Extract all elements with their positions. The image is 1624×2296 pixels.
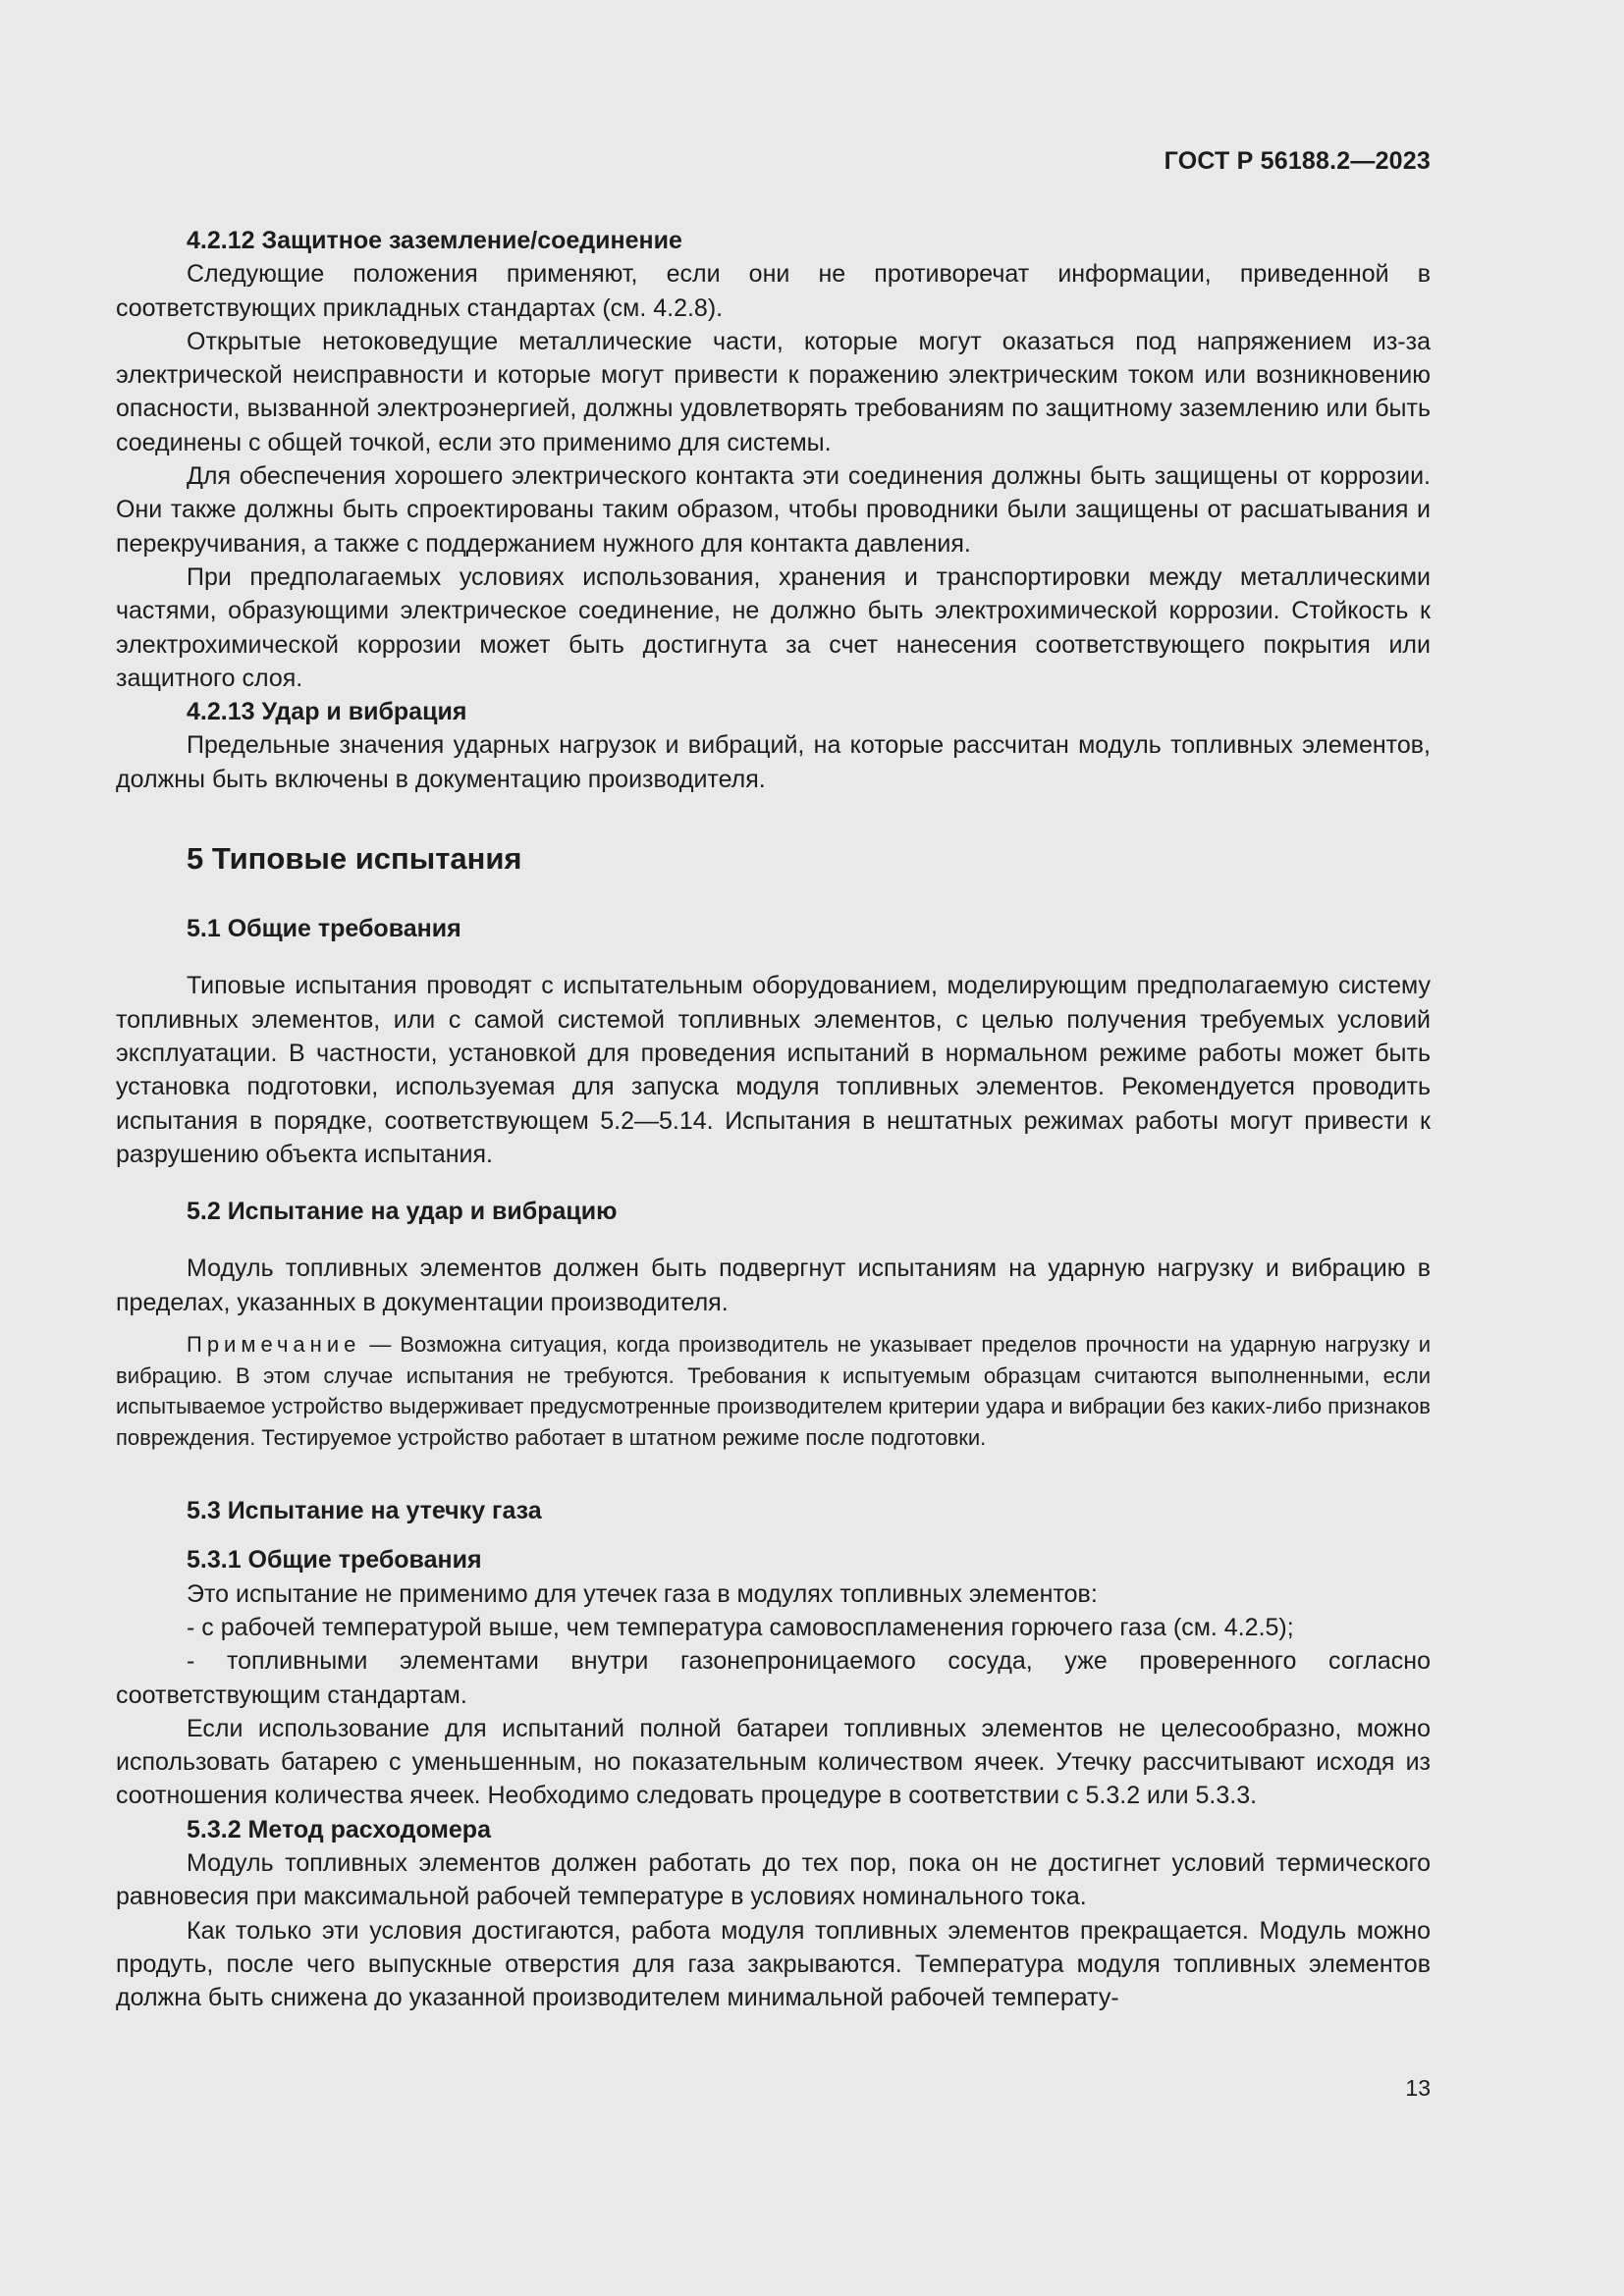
clause-5-3-1-list-item-2: - топливными элементами внутри газонепроницаемого сосуда, уже проверенного согласно соответствующим стандартам. <box>116 1647 1431 1709</box>
section-5-heading: 5 Типовые испытания <box>187 841 522 877</box>
clause-4-2-12-paragraph-3: Для обеспечения хорошего электрического контакта эти соединения должны быть защищены от коррозии. Они также должны быть спроектированы таким образом, чтобы проводники были защищены от расшатывания и перекручивания, а также с поддержанием нужного для контакта давления. <box>116 462 1431 558</box>
clause-5-3-2-paragraph-1: Модуль топливных элементов должен работать до тех пор, пока он не достигнет условий термического равновесия при максимальной рабочей температуре в условиях номинального тока. <box>116 1848 1431 1911</box>
clause-4-2-12-heading: 4.2.12 Защитное заземление/соединение <box>187 227 682 254</box>
note-text: — Возможна ситуация, когда производитель не указывает пределов прочности на ударную нагрузку и вибрацию. В этом случае испытания не требуются. Требования к испытуемым образцам считаются выполненными, если испытываемое устройство выдерживает предусмотренные производителем критерии удара и вибрации без каких-либо признаков повреждения. Тестируемое устройство работает в штатном режиме после подготовки. <box>116 1332 1431 1450</box>
clause-5-2-heading: 5.2 Испытание на удар и вибрацию <box>187 1198 618 1226</box>
clause-5-2-note <box>116 1329 1431 1453</box>
clause-5-3-2-heading: 5.3.2 Метод расходомера <box>187 1815 491 1843</box>
clause-4-2-13-heading: 4.2.13 Удар и вибрация <box>187 698 467 726</box>
clause-4-2-12-paragraph-4: При предполагаемых условиях использования, хранения и транспортировки между металлическими частями, образующими электрическое соединение, не должно быть электрохимической коррозии. Стойкость к электрохимической коррозии может быть достигнута за счет нанесения соответствующего покрытия или защитного слоя. <box>116 562 1431 692</box>
clause-4-2-12-paragraph-2: Открытые нетоковедущие металлические части, которые могут оказаться под напряжением из-за электрической неисправности и которые могут привести к поражению электрическим током или возникновению опасности, вызванной электроэнергией, должны удовлетворять требованиям по защитному заземлению или быть соединены с общей точкой, если это применимо для системы. <box>116 327 1431 456</box>
clause-4-2-13-paragraph-1: Предельные значения ударных нагрузок и вибраций, на которые рассчитан модуль топливных элементов, должны быть включены в документацию производителя. <box>116 731 1431 793</box>
clause-5-3-2-paragraph-2: Как только эти условия достигаются, работа модуля топливных элементов прекращается. Модуль можно продуть, после чего выпускные отверстия для газа закрываются. Температура модуля топливных элементов должна быть снижена до указанной производителем минимальной рабочей температу- <box>116 1916 1431 2012</box>
clause-5-1-paragraph-1: Типовые испытания проводят с испытательным оборудованием, моделирующим предполагаемую систему топливных элементов, или с самой системой топливных элементов, с целью получения требуемых условий эксплуатации. В частности, установкой для проведения испытаний в нормальном режиме работы может быть установка подготовки, используемая для запуска модуля топливных элементов. Рекомендуется проводить испытания в порядке, соответствующем 5.2—5.14. Испытания в нештатных режимах работы могут привести к разрушению объекта испытания. <box>116 972 1431 1168</box>
clause-5-1-heading: 5.1 Общие требования <box>187 915 461 943</box>
clause-5-3-1-paragraph-1: Это испытание не применимо для утечек газа в модулях топливных элементов: <box>187 1579 1098 1608</box>
clause-4-2-12-paragraph-1: Следующие положения применяют, если они не противоречат информации, приведенной в соответствующих прикладных стандартах (см. 4.2.8). <box>116 260 1431 322</box>
page-content <box>116 224 1431 2014</box>
document-code: ГОСТ Р 56188.2—2023 <box>1164 147 1431 175</box>
clause-5-3-1-paragraph-2: Если использование для испытаний полной батареи топливных элементов не целесообразно, можно использовать батарею с уменьшенным, но показательным количеством ячеек. Утечку рассчитывают исходя из соотношения количества ячеек. Необходимо следовать процедуре в соответствии с 5.3.2 или 5.3.3. <box>116 1714 1431 1810</box>
clause-5-2-paragraph-1: Модуль топливных элементов должен быть подвергнут испытаниям на ударную нагрузку и вибрацию в пределах, указанных в документации производителя. <box>116 1255 1431 1316</box>
page-number: 13 <box>1405 2075 1431 2101</box>
note-label: Примечание <box>187 1332 361 1358</box>
clause-5-3-heading: 5.3 Испытание на утечку газа <box>187 1497 542 1525</box>
clause-5-3-1-heading: 5.3.1 Общие требования <box>187 1546 482 1575</box>
clause-5-3-1-list-item-1: - с рабочей температурой выше, чем температура самовоспламенения горючего газа (см. 4.2.5); <box>187 1613 1294 1641</box>
